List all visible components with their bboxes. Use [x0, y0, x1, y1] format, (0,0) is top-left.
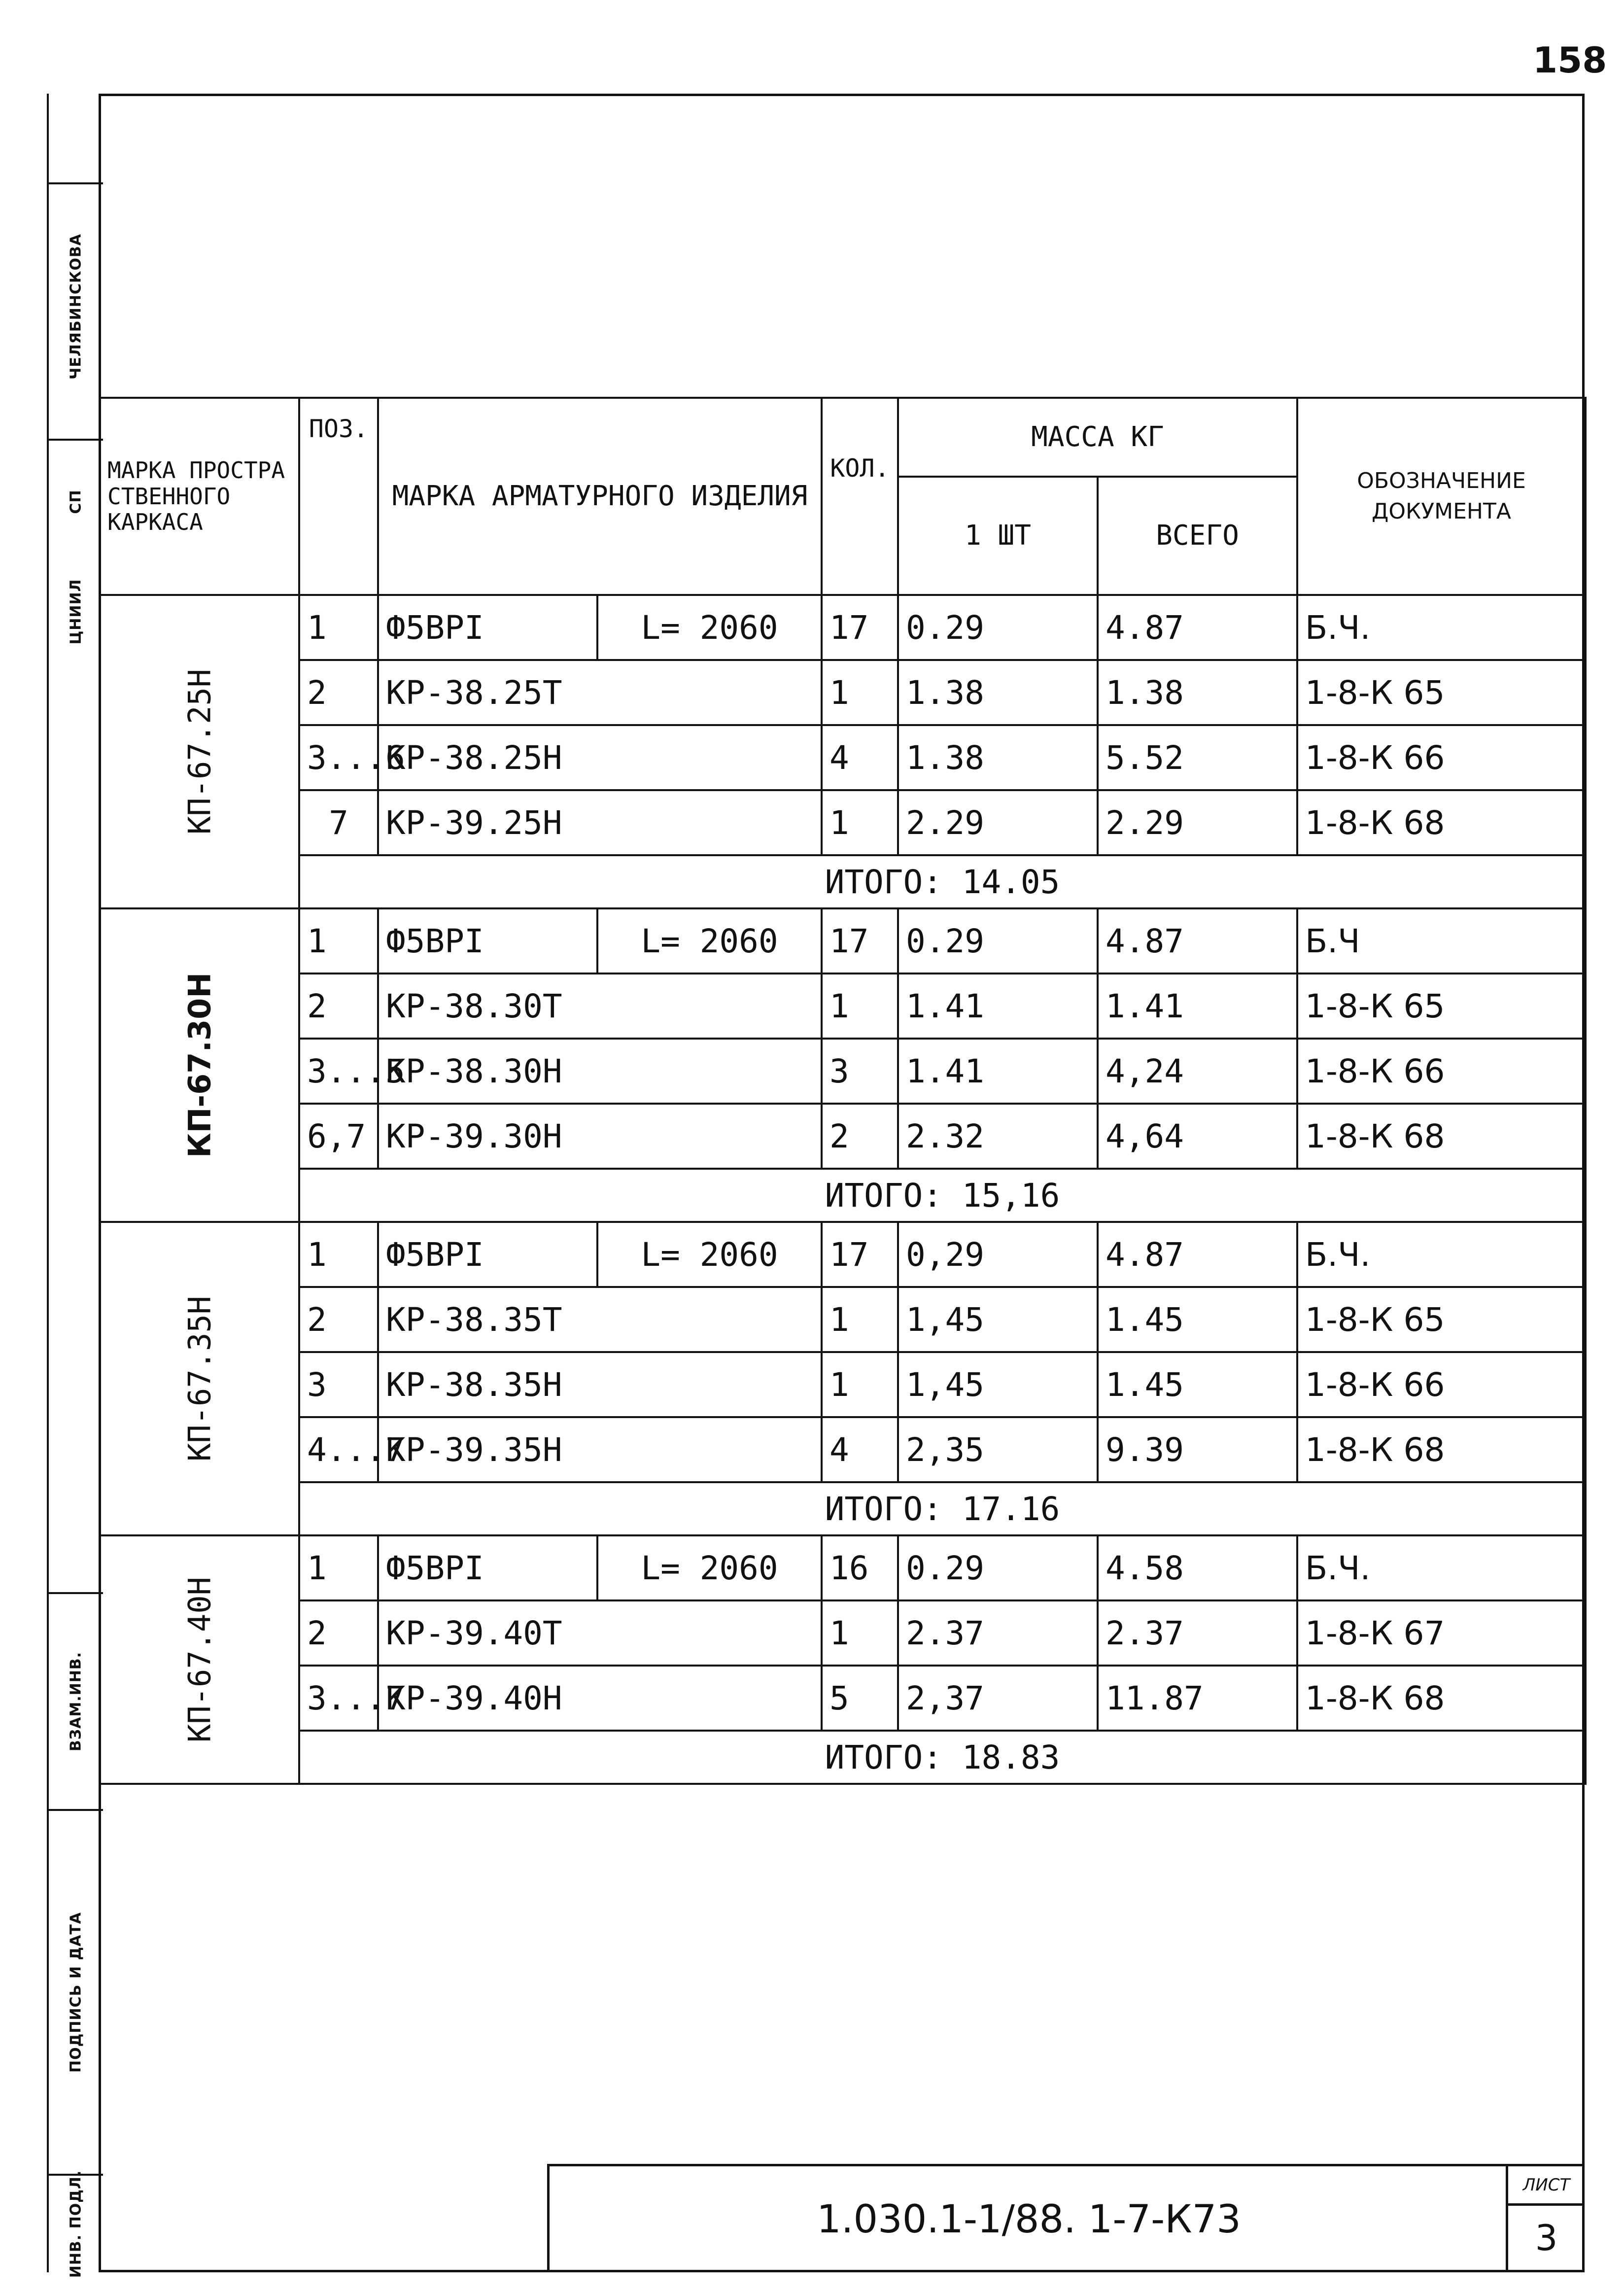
mass-total-cell: 4,64: [1098, 1104, 1297, 1169]
table-row: [100, 1039, 1586, 1104]
side-stamp-strip: [47, 94, 101, 2278]
qty-cell: 5: [822, 1666, 898, 1731]
table-row: [100, 1352, 1586, 1417]
item-mark-cell: КР-38.35Н: [378, 1352, 822, 1417]
qty-cell: 4: [822, 1417, 898, 1482]
pos-cell: 1: [299, 1222, 378, 1287]
specification-table: [99, 397, 1587, 1785]
header-pos: ПОЗ.: [299, 398, 378, 595]
group-total: ИТОГО: 17.16: [299, 1482, 1586, 1535]
side-stamp-org: [49, 439, 103, 685]
item-mark-cell: КР-39.40Т: [378, 1600, 822, 1666]
sheet-box: [1506, 2166, 1585, 2272]
group-total: ИТОГО: 15,16: [299, 1169, 1586, 1222]
pos-cell: 3...6: [299, 725, 378, 790]
mass-total-cell: 1.45: [1098, 1287, 1297, 1352]
pos-cell: 2: [299, 973, 378, 1039]
mass-unit-cell: 1.38: [898, 725, 1098, 790]
frame-mark-cell: [100, 908, 299, 1222]
frame-mark-cell: [100, 1222, 299, 1535]
table-row: [100, 1666, 1586, 1731]
item-mark-cell: КР-38.30Н: [378, 1039, 822, 1104]
doc-cell: 1-8-К 68: [1297, 1417, 1586, 1482]
item-mark-cell: КР-38.25Н: [378, 725, 822, 790]
mass-total-cell: 5.52: [1098, 725, 1297, 790]
pos-cell: 6,7: [299, 1104, 378, 1169]
mass-unit-cell: 1,45: [898, 1352, 1098, 1417]
pos-cell: 2: [299, 660, 378, 725]
mass-total-cell: 1.45: [1098, 1352, 1297, 1417]
mass-total-cell: 1.38: [1098, 660, 1297, 725]
table-row: [100, 973, 1586, 1039]
mass-unit-cell: 0.29: [898, 595, 1098, 660]
header-mass-total: ВСЕГО: [1098, 477, 1297, 595]
mass-total-cell: 4,24: [1098, 1039, 1297, 1104]
header-mass-unit: 1 ШТ: [898, 477, 1098, 595]
side-stamp-sign-date: [49, 1809, 103, 2174]
mass-unit-cell: 1.41: [898, 973, 1098, 1039]
mass-unit-cell: 1.41: [898, 1039, 1098, 1104]
pos-cell: 1: [299, 1535, 378, 1600]
side-stamp-inv-podl-text: ИНВ. ПОДЛ.: [67, 2170, 85, 2278]
item-mark-cell: КР-39.40Н: [378, 1666, 822, 1731]
doc-cell: Б.Ч: [1297, 908, 1586, 973]
pos-cell: 1: [299, 595, 378, 660]
side-stamp-org-text: ЦНИИЛ: [67, 579, 85, 645]
qty-cell: 1: [822, 973, 898, 1039]
pos-cell: 1: [299, 908, 378, 973]
document-code: 1.030.1-1/88. 1-7-К73: [817, 2197, 1241, 2242]
doc-cell: Б.Ч.: [1297, 1535, 1586, 1600]
doc-cell: 1-8-К 66: [1297, 725, 1586, 790]
side-stamp-author: [49, 182, 103, 429]
qty-cell: 1: [822, 1600, 898, 1666]
item-mark-cell: Ф5ВРI: [378, 595, 597, 660]
total-row: [100, 1482, 1586, 1535]
item-mark-cell: КР-38.25Т: [378, 660, 822, 725]
frame-mark: КП-67.25Н: [181, 669, 217, 834]
item-mark-cell: Ф5ВРI: [378, 1535, 597, 1600]
mass-total-cell: 1.41: [1098, 973, 1297, 1039]
title-block: [547, 2164, 1585, 2272]
item-mark-cell: Ф5ВРI: [378, 1222, 597, 1287]
item-mark-cell: КР-39.30Н: [378, 1104, 822, 1169]
doc-cell: 1-8-К 66: [1297, 1352, 1586, 1417]
side-stamp-sign-date-text: ПОДПИСЬ И ДАТА: [67, 1912, 85, 2073]
item-mark-cell: КР-38.35Т: [378, 1287, 822, 1352]
side-stamp-inv-vzam-text: ВЗАМ.ИНВ.: [67, 1651, 85, 1752]
header-mass: МАССА КГ: [898, 398, 1297, 477]
pos-cell: 2: [299, 1287, 378, 1352]
doc-cell: 1-8-К 67: [1297, 1600, 1586, 1666]
table-row: [100, 660, 1586, 725]
mass-total-cell: 4.87: [1098, 595, 1297, 660]
side-stamp-author-text: ЧЕЛЯБИНСКОВА: [67, 234, 85, 380]
qty-cell: 1: [822, 660, 898, 725]
mass-unit-cell: 2.37: [898, 1600, 1098, 1666]
item-mark-cell: Ф5ВРI: [378, 908, 597, 973]
qty-cell: 3: [822, 1039, 898, 1104]
pos-cell: 3: [299, 1352, 378, 1417]
doc-cell: 1-8-К 65: [1297, 973, 1586, 1039]
mass-total-cell: 2.29: [1098, 790, 1297, 855]
page-number: 158: [1533, 39, 1607, 81]
mass-unit-cell: 0.29: [898, 1535, 1098, 1600]
qty-cell: 1: [822, 790, 898, 855]
doc-cell: 1-8-К 68: [1297, 1666, 1586, 1731]
qty-cell: 17: [822, 595, 898, 660]
table-row: [100, 1104, 1586, 1169]
table-row: [100, 725, 1586, 790]
doc-cell: 1-8-К 68: [1297, 790, 1586, 855]
group-total: ИТОГО: 18.83: [299, 1731, 1586, 1784]
group-total: ИТОГО: 14.05: [299, 855, 1586, 908]
table-row: [100, 1222, 1586, 1287]
side-stamp-inv-podl: [49, 2170, 103, 2278]
header-frame-mark: МАРКА ПРОСТРА СТВЕННОГО КАРКАСА: [100, 398, 299, 595]
pos-cell: 2: [299, 1600, 378, 1666]
mass-total-cell: 2.37: [1098, 1600, 1297, 1666]
doc-cell: Б.Ч.: [1297, 1222, 1586, 1287]
frame-mark: КП-67.30Н: [181, 972, 217, 1158]
table-row: [100, 1535, 1586, 1600]
table-row: [100, 595, 1586, 660]
mass-unit-cell: 1.38: [898, 660, 1098, 725]
qty-cell: 1: [822, 1287, 898, 1352]
sheet-label: ЛИСТ: [1508, 2166, 1585, 2206]
length-cell: L= 2060: [597, 1222, 822, 1287]
frame-mark-cell: [100, 1535, 299, 1784]
mass-unit-cell: 2.29: [898, 790, 1098, 855]
table-row: [100, 1287, 1586, 1352]
mass-total-cell: 9.39: [1098, 1417, 1297, 1482]
mass-total-cell: 4.87: [1098, 908, 1297, 973]
pos-cell: 3...7: [299, 1666, 378, 1731]
mass-unit-cell: 2,37: [898, 1666, 1098, 1731]
item-mark-cell: КР-39.25Н: [378, 790, 822, 855]
pos-cell: 3...5: [299, 1039, 378, 1104]
doc-cell: 1-8-К 66: [1297, 1039, 1586, 1104]
length-cell: L= 2060: [597, 1535, 822, 1600]
mass-total-cell: 11.87: [1098, 1666, 1297, 1731]
mass-total-cell: 4.87: [1098, 1222, 1297, 1287]
pos-cell: 4...7: [299, 1417, 378, 1482]
doc-cell: 1-8-К 65: [1297, 1287, 1586, 1352]
table-row: [100, 908, 1586, 973]
length-cell: L= 2060: [597, 908, 822, 973]
qty-cell: 1: [822, 1352, 898, 1417]
mass-unit-cell: 0,29: [898, 1222, 1098, 1287]
sheet-number: 3: [1535, 2217, 1558, 2259]
qty-cell: 4: [822, 725, 898, 790]
qty-cell: 2: [822, 1104, 898, 1169]
table-row: [100, 1417, 1586, 1482]
mass-unit-cell: 2.32: [898, 1104, 1098, 1169]
qty-cell: 17: [822, 1222, 898, 1287]
qty-cell: 16: [822, 1535, 898, 1600]
header-item-mark: МАРКА АРМАТУРНОГО ИЗДЕЛИЯ: [378, 398, 822, 595]
frame-mark: КП-67.35Н: [181, 1296, 217, 1461]
mass-total-cell: 4.58: [1098, 1535, 1297, 1600]
table-row: [100, 790, 1586, 855]
total-row: [100, 1731, 1586, 1784]
length-cell: L= 2060: [597, 595, 822, 660]
header-doc: ОБОЗНАЧЕНИЕ ДОКУМЕНТА: [1297, 398, 1586, 595]
mass-unit-cell: 2,35: [898, 1417, 1098, 1482]
table-row: [100, 1600, 1586, 1666]
item-mark-cell: КР-39.35Н: [378, 1417, 822, 1482]
doc-cell: 1-8-К 65: [1297, 660, 1586, 725]
pos-cell: 7: [299, 790, 378, 855]
mass-unit-cell: 1,45: [898, 1287, 1098, 1352]
total-row: [100, 855, 1586, 908]
qty-cell: 17: [822, 908, 898, 973]
mass-unit-cell: 0.29: [898, 908, 1098, 973]
side-stamp-inv-vzam: [49, 1592, 103, 1809]
doc-cell: Б.Ч.: [1297, 595, 1586, 660]
header-qty: КОЛ.: [822, 398, 898, 595]
doc-cell: 1-8-К 68: [1297, 1104, 1586, 1169]
frame-mark-cell: [100, 595, 299, 908]
item-mark-cell: КР-38.30Т: [378, 973, 822, 1039]
frame-mark: КП-67.40Н: [181, 1577, 217, 1742]
side-stamp-sp-text: СП: [67, 489, 85, 514]
total-row: [100, 1169, 1586, 1222]
